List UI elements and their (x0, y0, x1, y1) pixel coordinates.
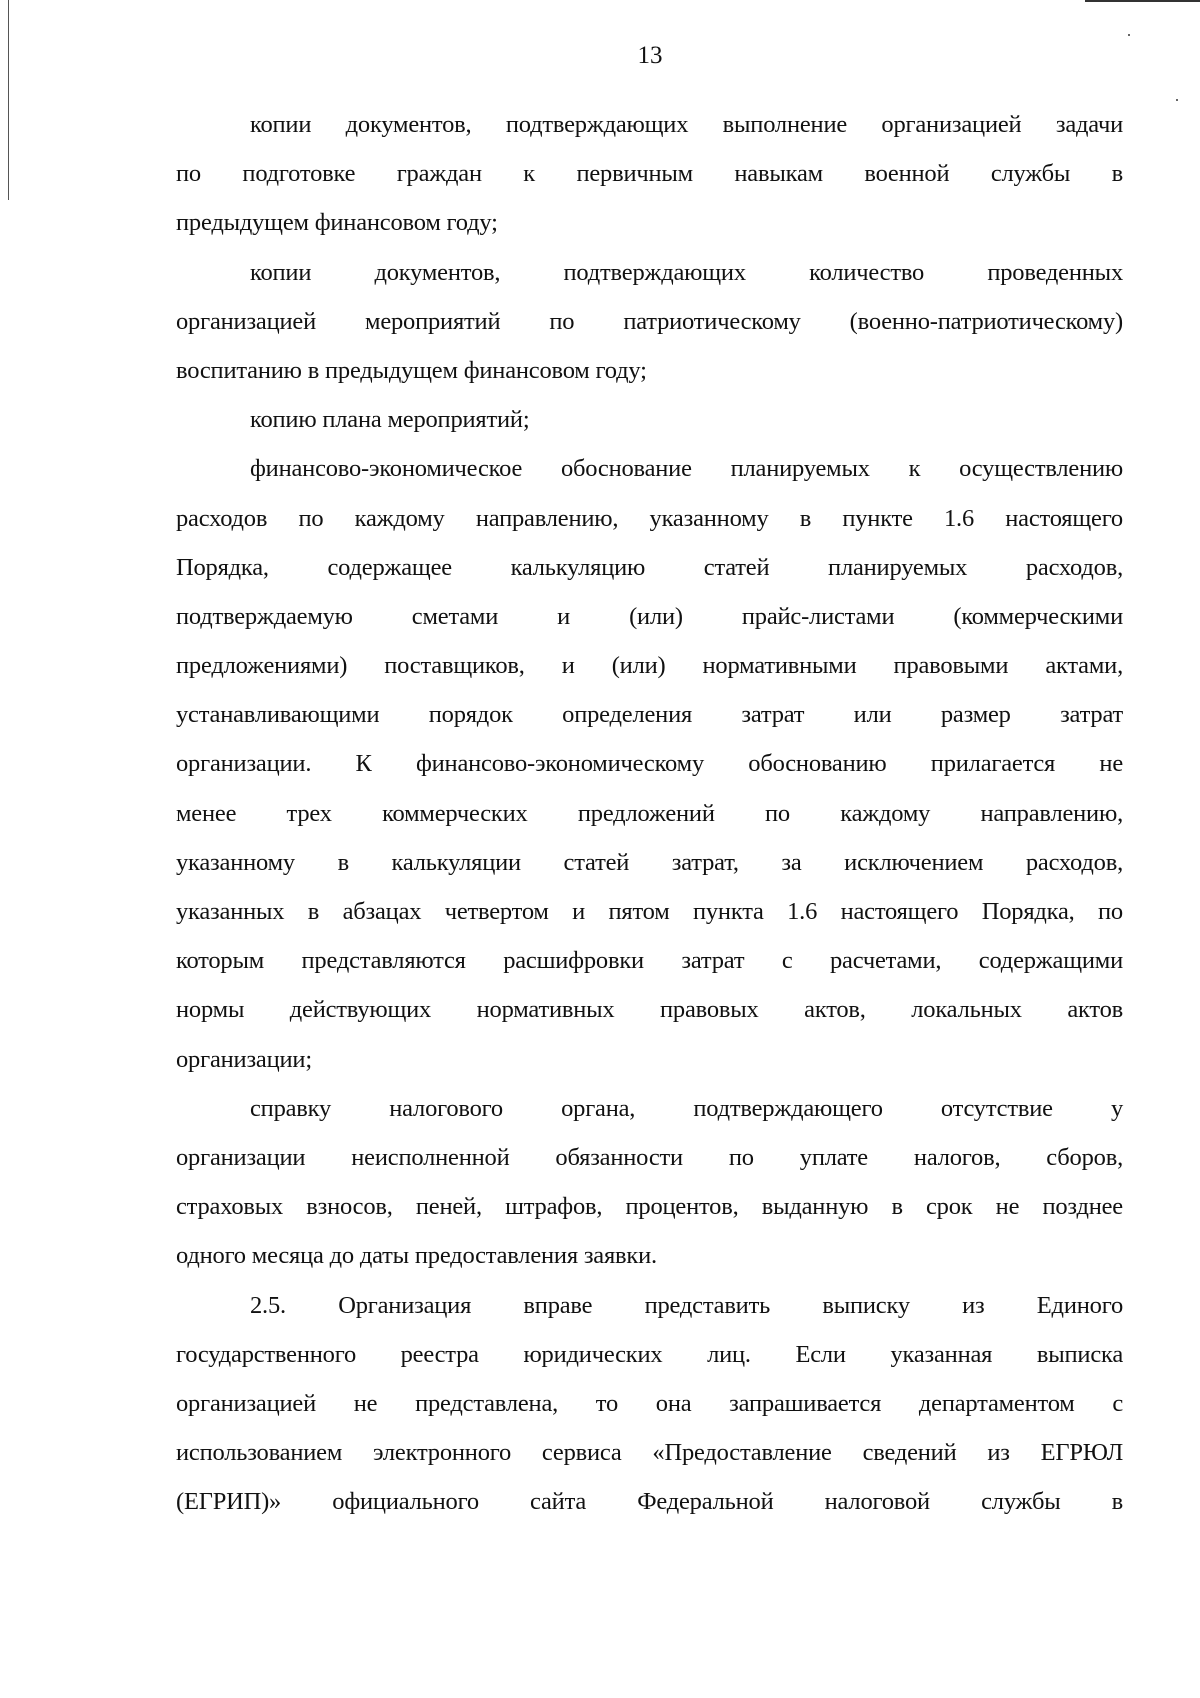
text-line: организацией не представлена, то она запрашивается департаментом с (176, 1389, 1123, 1417)
text-line: подтверждаемую сметами и (или) прайс-листами (коммерческими (176, 602, 1123, 630)
text-line: одного месяца до даты предоставления заявки. (176, 1242, 657, 1270)
text-line: государственного реестра юридических лиц. Если указанная выписка (176, 1340, 1123, 1368)
paragraph (176, 1084, 1123, 1281)
paragraph (176, 1281, 1123, 1527)
paragraph (176, 444, 1123, 1083)
text-line: нормы действующих нормативных правовых актов, локальных актов (176, 996, 1123, 1024)
scan-speck (1128, 34, 1130, 36)
text-line: 2.5. Организация вправе представить выписку из Единого (250, 1291, 1123, 1319)
paragraph (176, 100, 1123, 248)
text-line: организации; (176, 1045, 312, 1073)
scan-top-mark (1085, 0, 1200, 2)
text-line: воспитанию в предыдущем финансовом году; (176, 356, 647, 384)
text-line: копии документов, подтверждающих количество проведенных (250, 258, 1123, 286)
paragraph (176, 248, 1123, 396)
text-line: предыдущем финансовом году; (176, 209, 498, 237)
scan-speck (1176, 99, 1178, 101)
text-line: указанных в абзацах четвертом и пятом пункта 1.6 настоящего Порядка, по (176, 898, 1123, 925)
text-line: использованием электронного сервиса «Предоставление сведений из ЕГРЮЛ (176, 1439, 1123, 1467)
text-line: финансово-экономическое обоснование планируемых к осуществлению (250, 455, 1123, 483)
document-body (176, 100, 1123, 1526)
text-line: по подготовке граждан к первичным навыкам военной службы в (176, 160, 1123, 188)
text-line: организации. К финансово-экономическому обоснованию прилагается не (176, 750, 1123, 778)
text-line: справку налогового органа, подтверждающего отсутствие у (250, 1094, 1123, 1122)
text-line: страховых взносов, пеней, штрафов, процентов, выданную в срок не позднее (176, 1193, 1123, 1221)
page-number: 13 (637, 42, 663, 69)
text-line: (ЕГРИП)» официального сайта Федеральной налоговой службы в (176, 1488, 1123, 1516)
text-line: организации неисполненной обязанности по уплате налогов, сборов, (176, 1143, 1123, 1171)
text-line: менее трех коммерческих предложений по каждому направлению, (176, 799, 1123, 827)
text-line: Порядка, содержащее калькуляцию статей планируемых расходов, (176, 553, 1123, 581)
text-line: копии документов, подтверждающих выполнение организацией задачи (250, 111, 1123, 138)
text-line: которым представляются расшифровки затрат с расчетами, содержащими (176, 947, 1123, 975)
text-line: указанному в калькуляции статей затрат, за исключением расходов, (176, 848, 1123, 876)
text-line: расходов по каждому направлению, указанному в пункте 1.6 настоящего (176, 504, 1123, 532)
text-line: организацией мероприятий по патриотическому (военно-патриотическому) (176, 307, 1123, 335)
paragraph (176, 395, 1123, 444)
text-line: устанавливающими порядок определения затрат или размер затрат (176, 701, 1123, 729)
text-line: копию плана мероприятий; (250, 406, 530, 434)
text-line: предложениями) поставщиков, и (или) нормативными правовыми актами, (176, 652, 1123, 680)
scan-edge-line (8, 0, 9, 200)
